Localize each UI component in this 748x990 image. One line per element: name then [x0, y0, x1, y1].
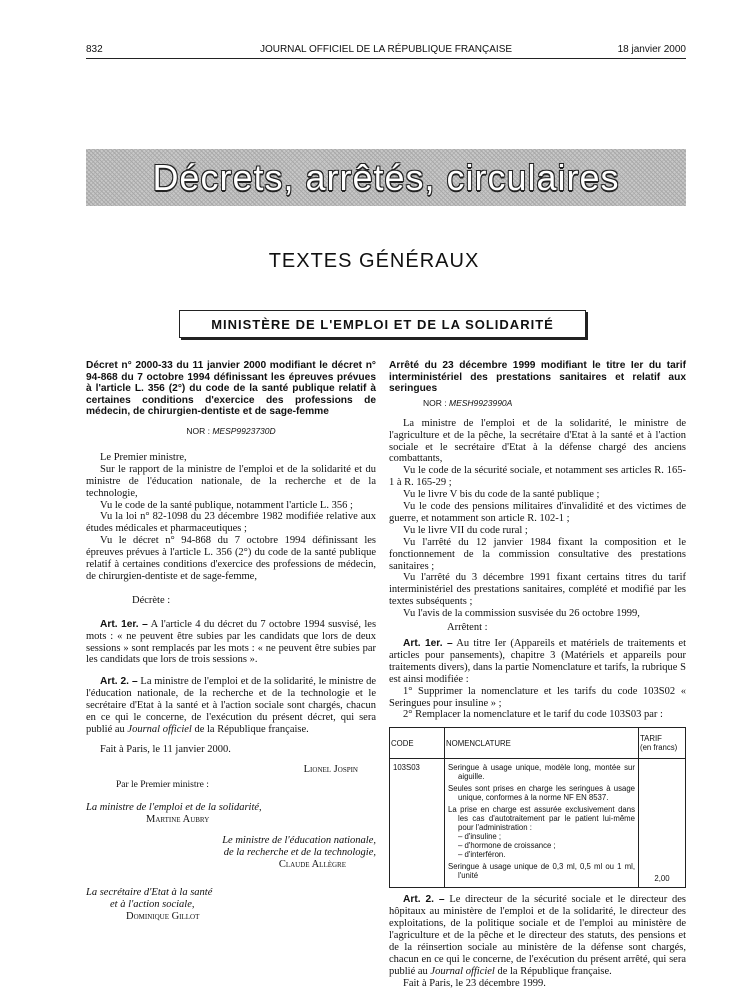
tarif-header-unit: (en francs)	[640, 743, 678, 753]
nomenclature-line: La prise en charge est assurée exclusivement dans les cas d'autotraitement par le patient lui-même pour l'administration :	[448, 805, 635, 833]
decree-title: Décret n° 2000-33 du 11 janvier 2000 modifiant le décret n° 94-868 du 7 octobre 1994 définissant les épreuves prévues à l'article L. 356 (2°) du code de la santé publique relatif à certaines conditions d'exercice des professions de médecin, de chirurgien-dentiste et de sage-femme	[86, 360, 376, 418]
banner-text: Décrets, arrêtés, circulaires	[152, 156, 620, 198]
secretary-sante-2: et à l'action sociale,	[110, 899, 195, 911]
section-title: TEXTES GÉNÉRAUX	[268, 250, 480, 272]
arrete-title: Arrêté du 23 décembre 1999 modifiant le titre Ier du tarif interministériel des prestations sanitaires et relatif aux seringues	[389, 360, 686, 395]
arrete-item-2: 2° Remplacer la nomenclature et le tarif du code 103S03 par :	[403, 709, 663, 721]
arrete-item-1: 1° Supprimer la nomenclature et les tarifs du code 103S02 « Seringues pour insuline » ;	[389, 685, 686, 709]
nomenclature-line: – d'interféron.	[458, 850, 506, 860]
nomenclature-line: – d'insuline ;	[458, 832, 502, 842]
arrete-nor	[389, 398, 686, 410]
fait-a-paris: Fait à Paris, le 11 janvier 2000.	[100, 743, 231, 755]
minister-emploi-name: Martine Aubry	[146, 813, 210, 825]
issue-date: 18 janvier 2000	[617, 44, 686, 55]
arrete-article-2	[389, 894, 686, 977]
arrete-paragraph: Vu l'arrêté du 3 décembre 1991 fixant certains titres du tarif interministériel des prestations sanitaires, complété et modifié par les textes subséquents ;	[389, 572, 686, 608]
nor-label: NOR :	[186, 425, 210, 436]
arrete-paragraph: Vu le livre V bis du code de la santé publique ;	[403, 489, 600, 501]
nor-value: MESH9923990A	[449, 397, 513, 408]
minister-emploi: La ministre de l'emploi et de la solidarité,	[86, 801, 262, 813]
journal-officiel-ref: Journal officiel	[127, 724, 192, 735]
column-header-nomenclature: NOMENCLATURE	[445, 728, 639, 759]
arrete-paragraph: Vu le livre VII du code rural ;	[403, 524, 528, 536]
decree-paragraph: Le Premier ministre,	[100, 451, 187, 463]
par-le-premier-ministre: Par le Premier ministre :	[116, 779, 209, 790]
decree-paragraph: Sur le rapport de la ministre de l'emploi et de la solidarité et du ministre de l'éducation nationale, de la recherche et de la technologie,	[86, 463, 376, 499]
nomenclature-line: Seules sont prises en charge les seringues à usage unique, conformes à la norme NF EN 8537.	[448, 784, 635, 803]
column-header-code: CODE	[390, 728, 445, 759]
cell-nomenclature	[445, 759, 639, 888]
decree-nor	[86, 426, 376, 438]
decree-paragraph: Vu le décret n° 94-868 du 7 octobre 1994 définissant les épreuves prévues à l'article L. 356 (2°) du code de la santé publique relatif à certaines conditions d'exercice des professions de médecin, de chirurgien-dentiste et de sage-femme,	[86, 535, 376, 582]
left-column	[86, 360, 376, 923]
decree-paragraph: Vu la loi n° 82-1098 du 23 décembre 1982 modifiée relative aux études médicales et pharmaceutiques ;	[86, 511, 376, 535]
nor-label: NOR :	[423, 397, 447, 408]
page-number: 832	[86, 44, 103, 55]
right-column	[389, 360, 686, 990]
signature-premier-ministre: Lionel Jospin	[303, 763, 358, 775]
column-header-tarif	[639, 728, 686, 759]
article-2-text: La ministre de l'emploi et de la solidarité, le ministre de l'éducation nationale, de la recherche et de la technologie et le secrétaire d'Etat à la santé et à l'action sociale sont chargés, chacun en ce qui le concerne, de l'exécution du présent décret, qui sera publié au	[86, 676, 377, 735]
article-1-text: A l'article 4 du décret du 7 octobre 1994 susvisé, les mots : « ne peuvent être subies par les candidats que lors de deux sessions » sont remplacés par les mots : « ne peuvent être subies par les candidats que lors de trois sessions ».	[86, 618, 377, 666]
decrete-heading: Décrète :	[132, 594, 171, 606]
arrete-paragraph: La ministre de l'emploi et de la solidarité, le ministre de l'agriculture et de la pêche, la secrétaire d'Etat à la santé et à l'action sociale et le secrétaire d'Etat à la défense chargé des anciens combattants,	[389, 417, 686, 465]
article-2	[86, 676, 376, 736]
article-1	[86, 619, 376, 667]
minister-education-name: Claude Allègre	[278, 859, 346, 871]
arrete-paragraph: Vu l'avis de la commission susvisée du 26 octobre 1999,	[403, 608, 640, 620]
secretary-sante-name: Dominique Gillot	[126, 910, 200, 922]
arrete-article-1-text: Au titre Ier (Appareils et matériels de traitements et articles pour pansements), chapitre 3 (Matériels et appareils pour traitements divers), dans la partie Nomenclature et tarifs, la rubrique S est ainsi modifiée :	[389, 638, 687, 685]
minister-education-2: de la recherche et de la technologie,	[223, 847, 376, 859]
article-2-text-end: de la République française.	[194, 724, 309, 735]
article-1-label: Art. 1er. –	[100, 618, 148, 630]
journal-officiel-ref: Journal officiel	[430, 965, 495, 977]
arrete-fait: Fait à Paris, le 23 décembre 1999.	[403, 977, 546, 989]
table-row	[390, 759, 686, 888]
arrete-article-1-label: Art. 1er. –	[403, 638, 453, 649]
arrete-article-2-text-end: de la République française.	[497, 965, 612, 977]
running-header	[86, 44, 686, 58]
arrete-paragraph: Vu le code des pensions militaires d'invalidité et des victimes de guerre, et notamment son article R. 102-1 ;	[389, 501, 686, 524]
nomenclature-line: Seringue à usage unique, modèle long, montée sur aiguille.	[448, 763, 635, 782]
article-2-label: Art. 2. –	[100, 676, 138, 688]
section-banner	[86, 149, 686, 206]
tarif-header-label: TARIF	[640, 734, 662, 744]
arrete-paragraph: Vu l'arrêté du 12 janvier 1984 fixant la composition et le fonctionnement de la commission consultative des prestations sanitaires ;	[389, 536, 686, 572]
tarif-table	[389, 727, 686, 888]
minister-education-1: Le ministre de l'éducation nationale,	[222, 835, 376, 847]
arretent-heading: Arrêtent :	[447, 622, 488, 634]
secretary-sante-1: La secrétaire d'Etat à la santé	[86, 887, 213, 899]
arrete-article-2-text: Le directeur de la sécurité sociale et le directeur des hôpitaux au ministère de l'emploi et de la solidarité, le directeur des exploitations, de la politique sociale et de l'emploi au ministère de l'agriculture et de la pêche et le directeur des statuts, des pensions et de la réinsertion sociale au ministère de la défense sont chargés, chacun en ce qui le concerne, de l'exécution du présent arrêté, qui sera publié au	[389, 894, 686, 977]
decree-paragraph: Vu le code de la santé publique, notamment l'article L. 356 ;	[100, 499, 353, 511]
arrete-article-1	[389, 638, 686, 686]
cell-code: 103S03	[390, 759, 445, 888]
ministry-box	[179, 310, 586, 338]
ministry-title: MINISTÈRE DE L'EMPLOI ET DE LA SOLIDARITÉ	[211, 316, 554, 332]
cell-tarif: 2,00	[639, 759, 686, 888]
nomenclature-line: – d'hormone de croissance ;	[458, 841, 556, 851]
journal-title: JOURNAL OFFICIEL DE LA RÉPUBLIQUE FRANÇAISE	[259, 44, 513, 55]
arrete-paragraph: Vu le code de la sécurité sociale, et notamment ses articles R. 165-1 à R. 165-29 ;	[389, 465, 686, 489]
arrete-article-2-label: Art. 2. –	[403, 894, 445, 906]
nor-value: MESP9923730D	[212, 425, 276, 436]
nomenclature-line: Seringue à usage unique de 0,3 ml, 0,5 ml ou 1 ml, l'unité	[448, 862, 635, 881]
header-rule	[86, 58, 686, 59]
